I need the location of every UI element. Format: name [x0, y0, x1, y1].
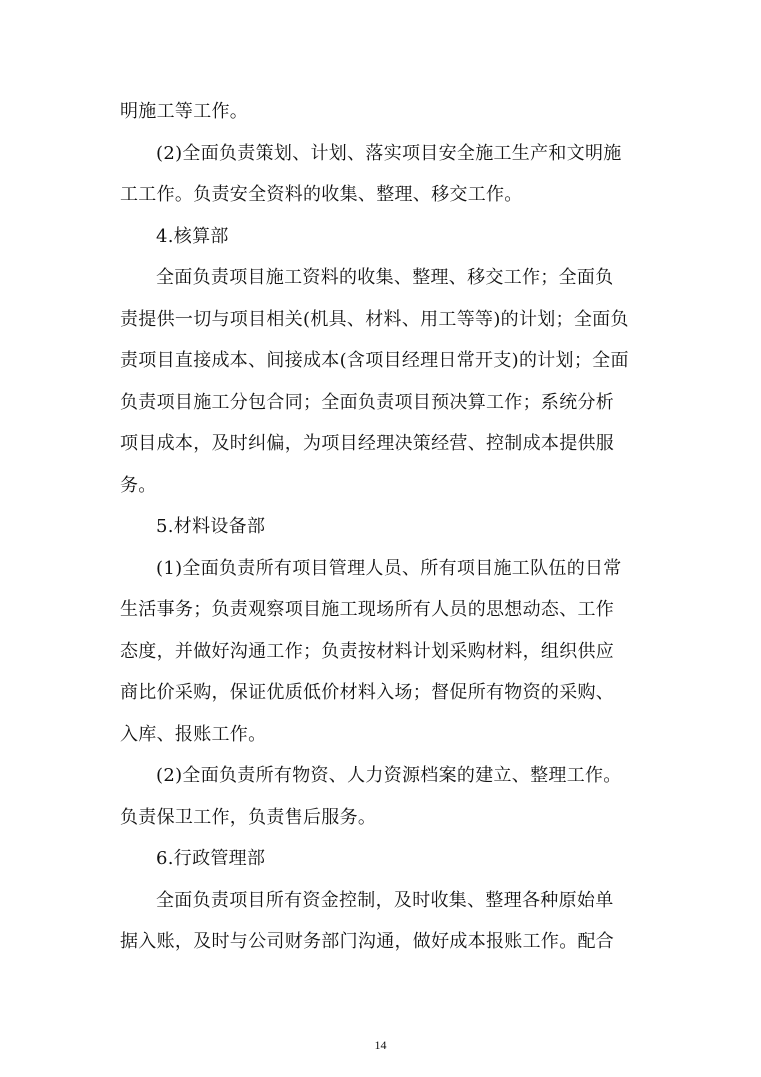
text-line: (2)全面负责策划、计划、落实项目安全施工生产和文明施 [156, 142, 622, 164]
text-line: (1)全面负责所有项目管理人员、所有项目施工队伍的日常 [156, 557, 622, 579]
text-line: 工工作。负责安全资料的收集、整理、移交工作。 [120, 184, 523, 205]
text-line: 务。 [120, 474, 157, 496]
section-heading: 5.材料设备部 [156, 516, 266, 537]
text-line: 负责保卫工作，负责售后服务。 [120, 806, 377, 828]
text-line: 负责项目施工分包合同；全面负责项目预决算工作；系统分析 [120, 391, 615, 413]
text-line: 商比价采购，保证优质低价材料入场；督促所有物资的采购、 [120, 682, 615, 703]
page-number: 14 [374, 1038, 387, 1052]
page-body [120, 91, 640, 963]
text-line: 态度，并做好沟通工作；负责按材料计划采购材料，组织供应 [120, 640, 615, 662]
text-line: 责项目直接成本、间接成本(含项目经理日常开支)的计划；全面 [120, 350, 629, 371]
text-line: 明施工等工作。 [120, 101, 249, 122]
text-line: (2)全面负责所有物资、人力资源档案的建立、整理工作。 [156, 765, 622, 786]
text-line: 生活事务；负责观察项目施工现场所有人员的思想动态、工作 [120, 599, 615, 620]
text-line: 入库、报账工作。 [120, 723, 267, 745]
text-line: 全面负责项目施工资料的收集、整理、移交工作；全面负 [156, 267, 614, 288]
section-heading: 4.核算部 [156, 225, 229, 247]
text-line: 据入账，及时与公司财务部门沟通，做好成本报账工作。配合 [120, 931, 615, 952]
text-line: 责提供一切与项目相关(机具、材料、用工等等)的计划；全面负 [120, 308, 629, 330]
text-line: 项目成本，及时纠偏，为项目经理决策经营、控制成本提供服 [120, 433, 615, 454]
text-line: 全面负责项目所有资金控制，及时收集、整理各种原始单 [156, 889, 614, 911]
section-heading: 6.行政管理部 [156, 848, 266, 869]
